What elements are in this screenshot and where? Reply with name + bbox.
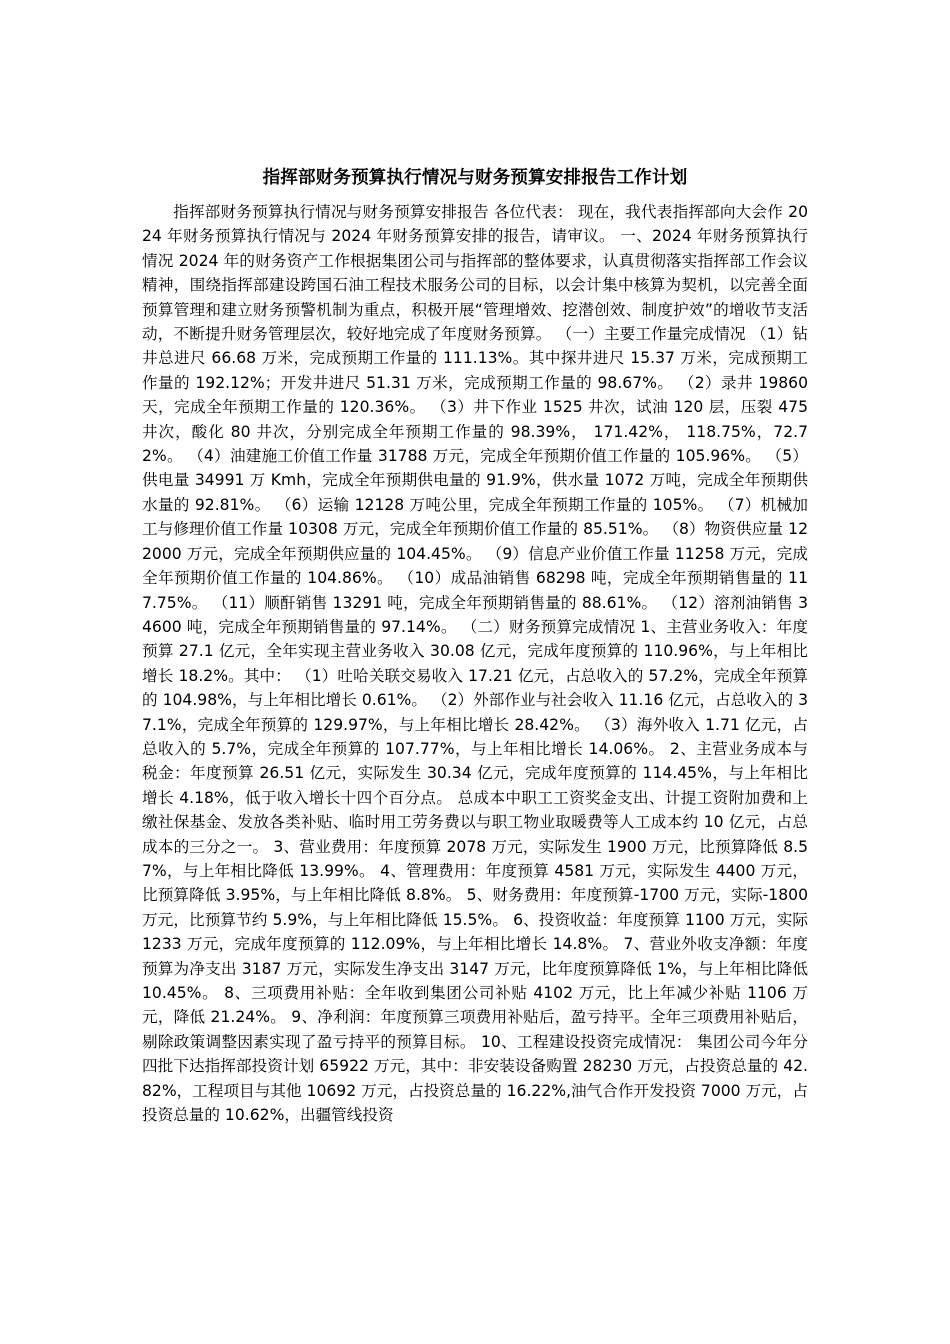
document-body-paragraph: 指挥部财务预算执行情况与财务预算安排报告 各位代表： 现在，我代表指挥部向大会作 2024 年财务预算执行情况与 2024 年财务预算安排的报告，请审议。 一、2024 年财务预算执行情况 2024 年的财务资产工作根据集团公司与指挥部的整体要求，认真贯彻落实指挥部工作会议精神，围绕指挥部建设跨国石油工程技术服务公司的目标，以会计集中核算为契机，以完善全面预算管理和建立财务预警机制为重点，积极开展“管理增效、挖潜创效、制度护效”的增收节支活动，不断提升财务管理层次，较好地完成了年度财务预算。 （一）主要工作量完成情况 （1）钻井总进尺 66.68 万米，完成预期工作量的 111.13%。其中探井进尺 15.37 万米，完成预期工作量的 192.12%；开发井进尺 51.31 万米，完成预期工作量的 98.67%。 （2）录井 19860 天，完成全年预期工作量的 120.36%。 （3）井下作业 1525 井次，试油 120 层，压裂 475 井次，酸化 80 井次，分别完成全年预期工作量的 98.39%， 171.42%， 118.75%，72.72%。 （4）油建施工价值工作量 31788 万元，完成全年预期价值工作量的 105.96%。 （5）供电量 34991 万 Kmh，完成全年预期供电量的 91.9%，供水量 1072 万吨，完成全年预期供水量的 92.81%。 （6）运输 12128 万吨公里，完成全年预期工作量的 105%。 （7）机械加工与修理价值工作量 10308 万元，完成全年预期价值工作量的 85.51%。 （8）物资供应量 122000 万元，完成全年预期供应量的 104.45%。 （9）信息产业价值工作量 11258 万元，完成全年预期价值工作量的 104.86%。 （10）成品油销售 68298 吨，完成全年预期销售量的 117.75%。 （11）顺酐销售 13291 吨，完成全年预期销售量的 88.61%。 （12）溶剂油销售 34600 吨，完成全年预期销售量的 97.14%。 （二）财务预算完成情况 1、主营业务收入：年度预算 27.1 亿元，全年实现主营业务收入 30.08 亿元，完成年度预算的 110.96%，与上年相比增长 18.2%。其中： （1）吐哈关联交易收入 17.21 亿元，占总收入的 57.2%，完成全年预算的 104.98%，与上年相比增长 0.61%。 （2）外部作业与社会收入 11.16 亿元，占总收入的 37.1%，完成全年预算的 129.97%，与上年相比增长 28.42%。 （3）海外收入 1.71 亿元，占总收入的 5.7%，完成全年预算的 107.77%，与上年相比增长 14.06%。 2、主营业务成本与税金：年度预算 26.51 亿元，实际发生 30.34 亿元，完成年度预算的 114.45%，与上年相比增长 4.18%，低于收入增长十四个百分点。 总成本中职工工资奖金支出、计提工资附加费和上缴社保基金、发放各类补贴、临时用工劳务费以与职工物业取暖费等人工成本约 10 亿元，占总成本的三分之一。 3、营业费用：年度预算 2078 万元，实际发生 1900 万元，比预算降低 8.57%，与上年相比降低 13.99%。 4、管理费用：年度预算 4581 万元，实际发生 4400 万元，比预算降低 3.95%，与上年相比降低 8.8%。 5、财务费用：年度预算-1700 万元，实际-1800 万元，比预算节约 5.9%，与上年相比降低 15.5%。 6、投资收益：年度预算 1100 万元，实际 1233 万元，完成年度预算的 112.09%，与上年相比增长 14.8%。 7、营业外收支净额：年度预算为净支出 3187 万元，实际发生净支出 3147 万元，比年度预算降低 1%，与上年相比降低 10.45%。 8、三项费用补贴：全年收到集团公司补贴 4102 万元，比上年减少补贴 1106 万元，降低 21.24%。 9、净利润：年度预算三项费用补贴后，盈亏持平。全年三项费用补贴后，剔除政策调整因素实现了盈亏持平的预算目标。 10、工程建设投资完成情况： 集团公司今年分四批下达指挥部投资计划 65922 万元，其中：非安装设备购置 28230 万元，占投资总量的 42.82%，工程项目与其他 10692 万元，占投资总量的 16.22%,油气合作开发投资 7000 万元，占投资总量的 10.62%，出疆管线投资	[142, 203, 808, 1125]
document-title: 指挥部财务预算执行情况与财务预算安排报告工作计划	[262, 168, 688, 188]
document-page	[142, 0, 808, 1344]
